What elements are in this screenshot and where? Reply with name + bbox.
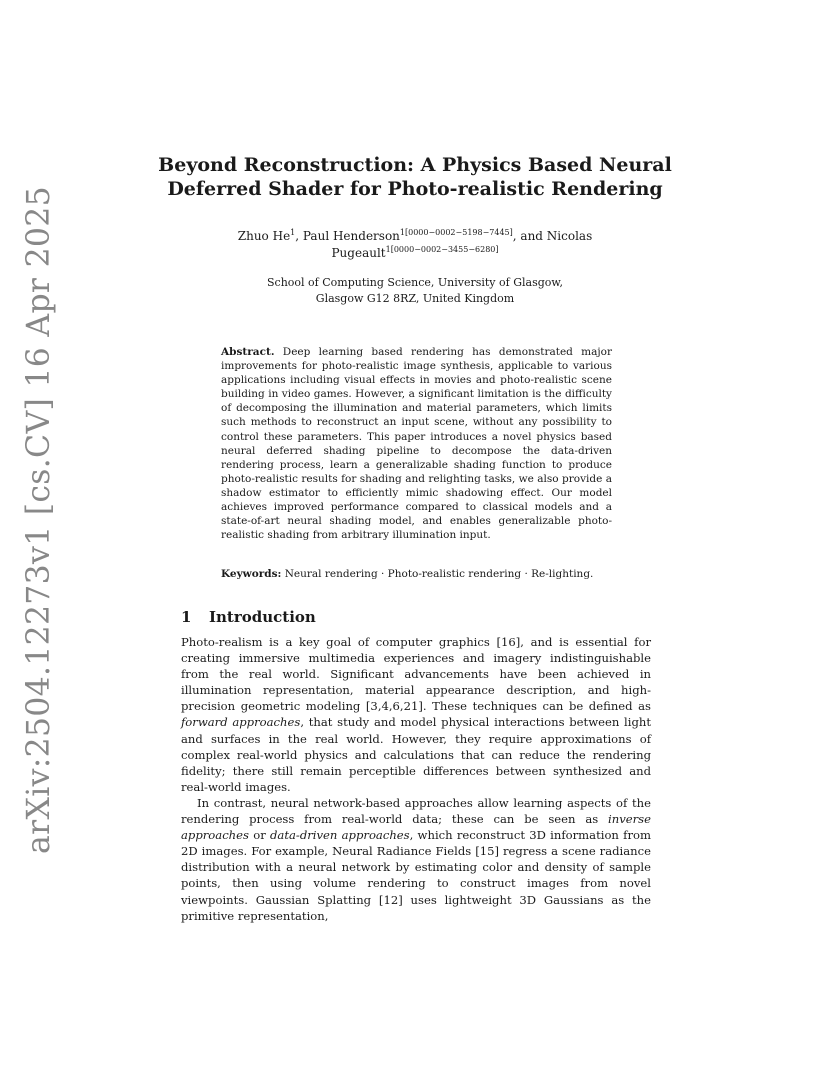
keywords-text: Neural rendering · Photo-realistic rendering · Re-lighting. [284, 568, 594, 580]
section-number: 1 [181, 608, 192, 626]
paragraph-1 [181, 634, 651, 795]
paragraph-2-text-a: In contrast, neural network-based approaches allow learning aspects of the rendering process from real-world data; these can be seen as [181, 795, 651, 827]
author-line-1 [150, 228, 680, 245]
paragraph-1-emphasis: forward approaches [181, 715, 301, 730]
abstract [221, 345, 612, 542]
affiliation [150, 275, 680, 306]
paragraph-1-text-b: , that study and model physical interactions between light and surfaces in the real world. However, they require approximations of complex real-world physics and calculations that can reduce the rendering fidelity; there still remain perceptible differences between synthesized and real-world images. [181, 715, 651, 794]
arxiv-identifier-text: arXiv:2504.12273v1 [cs.CV] 16 Apr 2025 [21, 186, 57, 854]
keywords [221, 567, 621, 581]
paragraph-2-text-c: , which reconstruct 3D information from 2D images. For example, Neural Radiance Fields [15] regress a scene radiance distribution with a neural network by estimating color and density of sample points, then using volume rendering to construct images from novel viewpoints. Gaussian Splatting [12] uses lightweight 3D Gaussians as the primitive representation, [181, 828, 651, 923]
title-line-1: Beyond Reconstruction: A Physics Based Neural [158, 154, 672, 176]
affiliation-line-2: Glasgow G12 8RZ, United Kingdom [315, 291, 515, 305]
body-text [181, 634, 651, 924]
paragraph-2 [181, 795, 651, 924]
author-line-2 [150, 245, 680, 262]
paragraph-2-text-b: or [248, 828, 271, 843]
author-name-2: , Paul Henderson [295, 229, 400, 243]
author-name-1: Zhuo He [237, 229, 291, 243]
affiliation-line-1: School of Computing Science, University of Glasgow, [267, 276, 563, 289]
section-heading [181, 607, 316, 627]
abstract-text: Deep learning based rendering has demonstrated major improvements for photo-realistic image synthesis, applicable to various applications including visual effects in movies and photo-realistic scene building in video games. However, a significant limitation is the difficulty of decomposing the illumination and material parameters, which limits such methods to reconstruct an input scene, without any possibility to control these parameters. This paper introduces a novel physics based neural deferred shading pipeline to decompose the data-driven rendering process, learn a generalizable shading function to produce photo-realistic results for shading and relighting tasks, we also provide a shadow estimator to efficiently mimic shadowing effect. Our model achieves improved performance compared to classical models and a state-of-art neural shading model, and enables generalizable photo-realistic shading from arbitrary illumination input. [221, 346, 612, 542]
keywords-label: Keywords: [221, 568, 282, 580]
paragraph-1-text-a: Photo-realism is a key goal of computer graphics [16], and is essential for creating immersive multimedia experiences and imagery indistinguishable from the real world. Significant advancements have been achieved in illumination representation, material appearance description, and high-precision geometric modeling [3,4,6,21]. These techniques can be defined as [181, 635, 651, 714]
author-affil-mark-1: 1 [290, 228, 296, 237]
author-orcid-2: 1[0000−0002−5198−7445] [399, 228, 513, 237]
title-line-2: Deferred Shader for Photo-realistic Rendering [167, 178, 663, 200]
author-orcid-3: 1[0000−0002−3455−6280] [385, 245, 499, 254]
paragraph-2-emphasis-a: inverse approaches [181, 812, 651, 843]
author-name-3: , and Nicolas [512, 229, 593, 243]
section-title: Introduction [209, 608, 316, 626]
arxiv-identifier-watermark [18, 186, 60, 854]
paper-title [150, 153, 680, 201]
paragraph-2-emphasis-b: data-driven approaches [270, 828, 410, 843]
abstract-label: Abstract. [221, 346, 275, 358]
author-name-3-cont: Pugeault [331, 246, 386, 260]
author-list [150, 228, 680, 262]
